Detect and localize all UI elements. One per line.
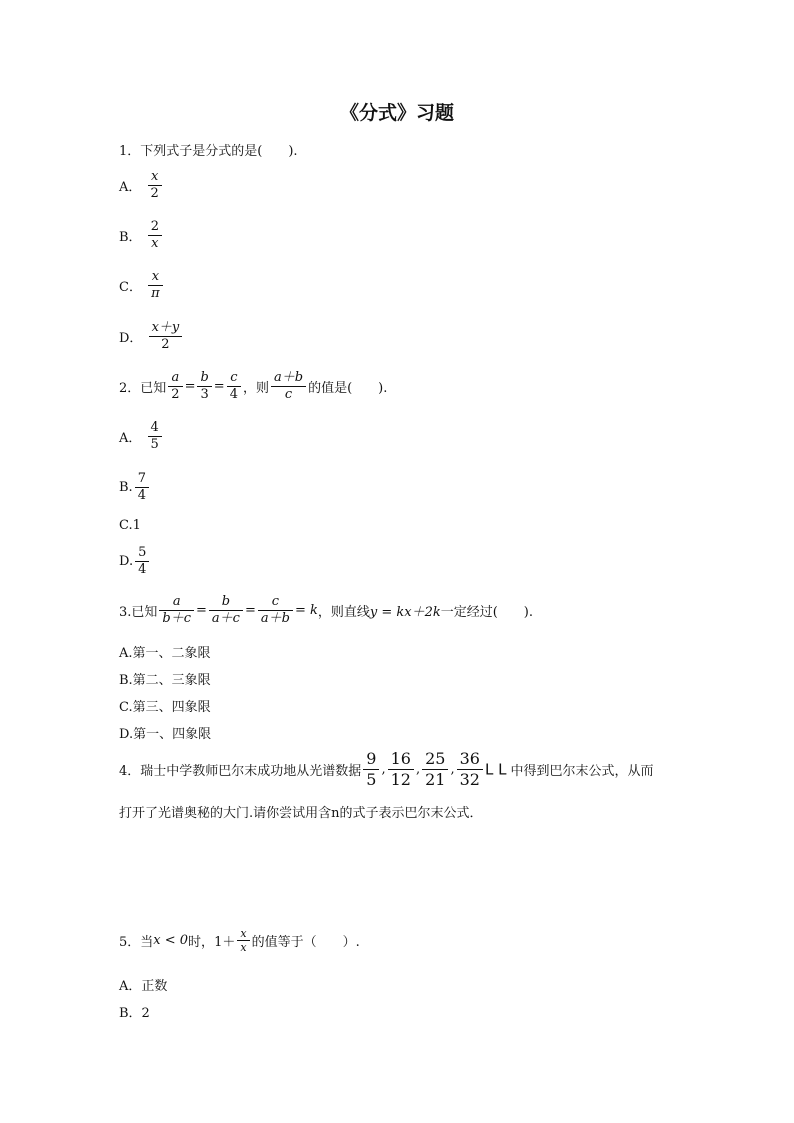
numerator: x＋y: [151, 320, 180, 335]
option-label: A．: [119, 431, 142, 446]
denominator: x: [148, 235, 162, 252]
q5-option-b: B．2: [119, 1006, 150, 1021]
fraction: [159, 594, 194, 627]
numerator: 9: [366, 749, 377, 768]
denominator: 21: [422, 769, 448, 790]
stem-suffix: 一定经过( ).: [440, 605, 534, 620]
equals-sign: =: [184, 379, 196, 394]
numerator: a: [171, 370, 180, 385]
q1-option-c: [119, 269, 165, 302]
stem-prefix: 2．已知: [119, 381, 167, 396]
q2-option-d: [119, 545, 151, 578]
fraction: [457, 749, 483, 790]
stem-prefix: 3.已知: [119, 605, 158, 620]
q1-option-a: [119, 169, 164, 202]
denominator: 4: [135, 487, 149, 504]
numerator: c: [230, 370, 238, 385]
equals-k: = k: [294, 603, 318, 618]
denominator: 2: [168, 386, 182, 403]
denominator: 5: [148, 436, 162, 453]
q3-option-c: C.第三、四象限: [119, 700, 211, 715]
fraction: [148, 420, 162, 453]
one-plus: 1＋: [214, 935, 236, 950]
comma: ,: [415, 762, 421, 777]
q1-option-d: [119, 320, 184, 353]
denominator: 2: [148, 185, 162, 202]
question-4-line-2: 打开了光谱奥秘的大门.请你尝试用含n的式子表示巴尔末公式．: [119, 806, 483, 821]
fraction: [227, 370, 241, 403]
equals-sign: =: [213, 379, 225, 394]
option-label: D．: [119, 331, 143, 346]
question-3-stem: [119, 594, 533, 627]
denominator: 12: [388, 769, 414, 790]
q5-option-a: A．正数: [119, 979, 168, 994]
denominator: 3: [197, 386, 211, 403]
denominator: π: [148, 285, 163, 302]
numerator: c: [271, 594, 280, 609]
fraction: [363, 749, 379, 790]
numerator: 36: [459, 749, 480, 768]
denominator: 2: [149, 336, 183, 353]
numerator: a: [172, 594, 181, 609]
question-5-stem: [119, 927, 360, 954]
fraction: [197, 370, 211, 403]
numerator: 16: [390, 749, 411, 768]
q2-option-b: [119, 471, 151, 504]
ellipsis: L L: [484, 760, 507, 779]
fraction: [148, 269, 163, 302]
page-title: 《分式》习题: [339, 102, 454, 124]
fraction: [388, 749, 414, 790]
q1-option-b: [119, 219, 164, 252]
q2-option-a: [119, 420, 164, 453]
numerator: x: [240, 927, 247, 940]
denominator: a＋c: [209, 610, 243, 627]
denominator: 4: [135, 561, 149, 578]
q3-option-d: D.第一、四象限: [119, 727, 212, 742]
stem-middle: ，则: [242, 381, 269, 396]
denominator: x: [237, 940, 249, 954]
denominator: c: [271, 386, 306, 403]
q3-option-a: A.第一、二象限: [119, 646, 211, 661]
numerator: 25: [425, 749, 446, 768]
fraction: [135, 545, 149, 578]
fraction: [135, 471, 149, 504]
stem-middle: 时，: [188, 935, 215, 950]
fraction: [258, 594, 293, 627]
option-label: B．: [119, 230, 142, 245]
comma: ,: [381, 762, 386, 777]
stem-suffix: 中得到巴尔末公式，从而: [510, 764, 654, 779]
comma: ,: [450, 762, 455, 777]
option-label: D.: [119, 554, 134, 569]
denominator: a＋b: [258, 610, 293, 627]
stem-prefix: 5．当: [119, 935, 154, 950]
denominator: 4: [227, 386, 241, 403]
stem-suffix: 的值等于（ ）.: [251, 935, 360, 950]
numerator: x: [151, 269, 160, 284]
fraction: [271, 370, 306, 403]
equals-sign: =: [244, 603, 256, 618]
numerator: a＋b: [274, 370, 304, 385]
q3-option-b: B.第二、三象限: [119, 673, 211, 688]
numerator: 5: [138, 545, 147, 560]
fraction: [422, 749, 448, 790]
fraction: [149, 320, 183, 353]
fraction: [237, 927, 249, 954]
question-2-stem: [119, 370, 387, 403]
fraction: [148, 169, 162, 202]
option-label: B.: [119, 480, 133, 495]
stem-middle: ，则直线: [317, 605, 370, 620]
fraction: [209, 594, 243, 627]
question-1-stem: 1．下列式子是分式的是( ).: [119, 144, 298, 159]
numerator: b: [200, 370, 209, 385]
numerator: x: [151, 169, 159, 184]
equals-sign: =: [196, 603, 207, 618]
question-4-stem: [119, 749, 653, 790]
line-equation: y = kx＋2k: [369, 605, 441, 620]
numerator: b: [221, 594, 231, 609]
numerator: 7: [137, 471, 146, 486]
condition: x < 0: [153, 933, 189, 948]
stem-prefix: 4．瑞士中学教师巴尔末成功地从光谱数据: [119, 764, 362, 779]
fraction: [168, 370, 182, 403]
fraction: [148, 219, 162, 252]
denominator: 32: [457, 769, 483, 790]
stem-suffix: 的值是( ).: [308, 381, 388, 396]
numerator: 2: [150, 219, 159, 234]
option-label: A．: [119, 180, 142, 195]
denominator: 5: [363, 769, 379, 790]
denominator: b＋c: [159, 610, 194, 627]
q2-option-c: C.1: [119, 518, 141, 533]
numerator: 4: [150, 420, 159, 435]
option-label: C．: [119, 280, 142, 295]
